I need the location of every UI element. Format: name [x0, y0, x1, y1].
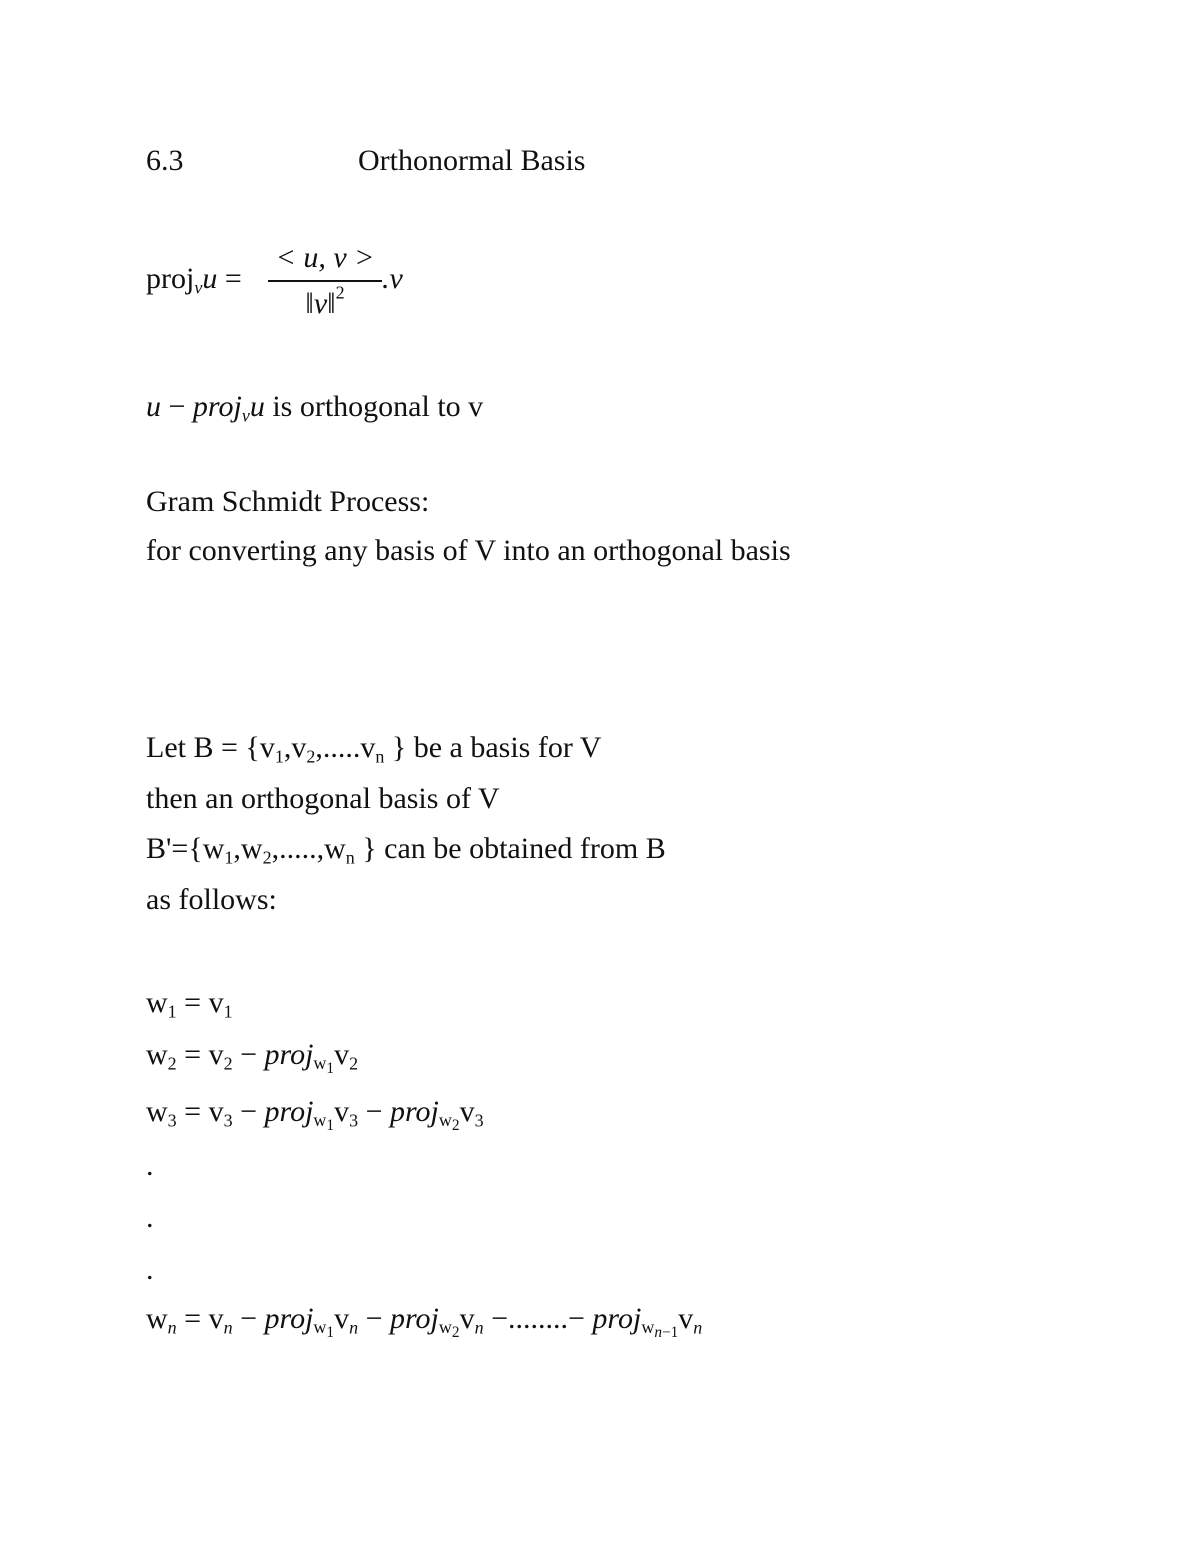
ellipsis-dot-2: . — [146, 1201, 154, 1234]
gram-schmidt-title: Gram Schmidt Process: — [146, 485, 430, 518]
section-title: Orthonormal Basis — [358, 144, 586, 177]
fraction-numerator: < u, v > — [275, 241, 375, 274]
projection-lhs: proj$_v$u = — [146, 262, 242, 298]
gram-schmidt-description: for converting any basis of V into an orthogonal basis — [146, 534, 791, 567]
basis-line-1: Let $B = \{v_1,v_2,.....v_n$ } be a basis for V — [146, 731, 602, 767]
basis-line-4: as follows: — [146, 883, 277, 916]
fraction-bar — [268, 280, 382, 282]
projection-fraction — [268, 240, 382, 324]
projection-tail: .v — [382, 262, 403, 295]
equation-w3: $w_3 = v_3$ − $proj_{w_1}v_3$ − $proj_{w_2}v_3$ — [146, 1095, 484, 1135]
equation-wn: $w_n = v_n$ − $proj_{w_1}v_n$ − $proj_{w_2}v_n$ −........− $proj_{w_{n-1}}v_n$ — [146, 1302, 703, 1342]
ellipsis-dot-3: . — [146, 1253, 154, 1286]
section-number: 6.3 — [146, 144, 184, 177]
fraction-denominator: ‖v‖$^2$ — [305, 282, 345, 320]
basis-line-3: $B'=\{w_1,w_2,.....,w_n$ } can be obtained from B — [146, 832, 666, 868]
equation-w1: $w_1 = v_1$ — [146, 986, 233, 1022]
equation-w2: $w_2 = v_2$ − $proj_{w_1}v_2$ — [146, 1038, 359, 1078]
orthogonal-statement: u − proj$_v$u is orthogonal to v — [146, 390, 484, 426]
basis-line-2: then an orthogonal basis of V — [146, 782, 500, 815]
ellipsis-dot-1: . — [146, 1149, 154, 1182]
